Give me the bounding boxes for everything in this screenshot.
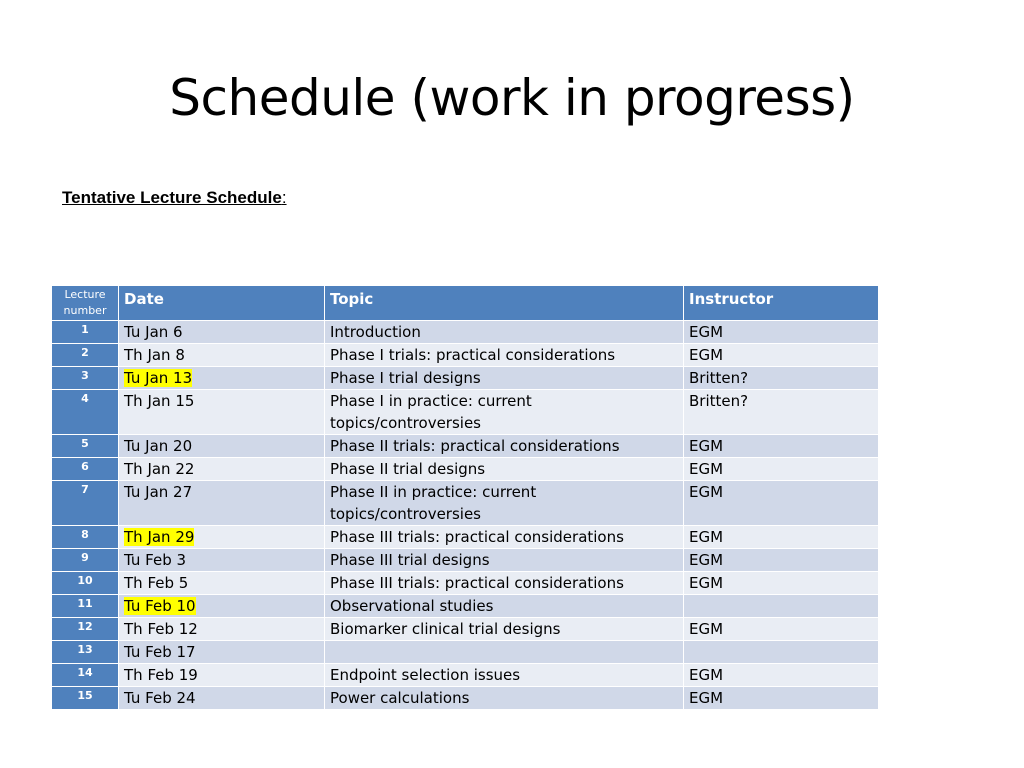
instructor-cell [684,641,879,664]
table-row [52,687,879,710]
date-cell [119,344,325,367]
instructor-cell: EGM [684,458,879,481]
table-row [52,664,879,687]
lecture-number-cell: 11 [52,595,119,618]
date-cell [119,549,325,572]
lecture-number-cell: 14 [52,664,119,687]
date-cell [119,618,325,641]
date-text: Tu Feb 10 [124,597,196,615]
topic-cell: Phase I trials: practical considerations [325,344,684,367]
date-cell [119,390,325,435]
instructor-cell: EGM [684,526,879,549]
date-cell [119,481,325,526]
topic-cell [325,641,684,664]
instructor-cell [684,595,879,618]
table-row [52,321,879,344]
instructor-cell: EGM [684,549,879,572]
lecture-number-cell: 7 [52,481,119,526]
lecture-number-cell: 4 [52,390,119,435]
table-row [52,344,879,367]
topic-cell: Phase I trial designs [325,367,684,390]
lecture-number-cell: 10 [52,572,119,595]
date-cell [119,367,325,390]
date-text: Th Jan 15 [124,392,195,410]
instructor-cell: EGM [684,572,879,595]
header-topic: Topic [325,286,684,321]
instructor-cell: Britten? [684,390,879,435]
instructor-cell: EGM [684,321,879,344]
table-row [52,458,879,481]
instructor-cell: EGM [684,481,879,526]
instructor-cell: Britten? [684,367,879,390]
instructor-cell: EGM [684,664,879,687]
date-text: Tu Feb 3 [124,551,187,569]
lecture-number-cell: 15 [52,687,119,710]
topic-cell: Biomarker clinical trial designs [325,618,684,641]
table-row [52,435,879,458]
date-cell [119,321,325,344]
date-cell [119,687,325,710]
date-text: Th Feb 19 [124,666,198,684]
date-text: Th Jan 8 [124,346,185,364]
table-row [52,595,879,618]
date-text: Th Jan 29 [124,528,195,546]
date-cell [119,572,325,595]
date-text: Tu Feb 24 [124,689,196,707]
topic-cell: Phase III trial designs [325,549,684,572]
lecture-number-cell: 3 [52,367,119,390]
date-text: Tu Jan 6 [124,323,183,341]
table-header-row [52,286,879,321]
date-cell [119,641,325,664]
topic-cell: Phase III trials: practical considerations [325,526,684,549]
table-row [52,572,879,595]
header-lecture-number: Lecture number [52,286,119,321]
table-row [52,641,879,664]
instructor-cell: EGM [684,687,879,710]
header-date: Date [119,286,325,321]
slide-title: Schedule (work in progress) [169,69,855,127]
date-cell [119,595,325,618]
topic-cell: Introduction [325,321,684,344]
lecture-number-cell: 9 [52,549,119,572]
lecture-number-cell: 13 [52,641,119,664]
table-row [52,549,879,572]
date-text: Tu Jan 13 [124,369,193,387]
topic-cell: Phase II trial designs [325,458,684,481]
topic-cell: Endpoint selection issues [325,664,684,687]
instructor-cell: EGM [684,344,879,367]
lecture-number-cell: 6 [52,458,119,481]
table-row [52,618,879,641]
topic-cell: Observational studies [325,595,684,618]
table-row [52,367,879,390]
date-text: Th Feb 12 [124,620,198,638]
header-instructor: Instructor [684,286,879,321]
topic-cell: Phase I in practice: current topics/controversies [325,390,684,435]
lecture-number-cell: 1 [52,321,119,344]
topic-cell: Power calculations [325,687,684,710]
date-cell [119,458,325,481]
date-text: Tu Feb 17 [124,643,196,661]
lecture-schedule-table [51,285,879,710]
table-row [52,526,879,549]
date-text: Th Jan 22 [124,460,195,478]
lecture-number-cell: 8 [52,526,119,549]
lecture-number-cell: 5 [52,435,119,458]
topic-cell: Phase II trials: practical considerations [325,435,684,458]
lecture-number-cell: 2 [52,344,119,367]
topic-cell: Phase III trials: practical considerations [325,572,684,595]
date-text: Th Feb 5 [124,574,189,592]
date-text: Tu Jan 27 [124,483,193,501]
topic-cell: Phase II in practice: current topics/controversies [325,481,684,526]
schedule-subtitle-text: Tentative Lecture Schedule [62,188,282,207]
date-cell [119,526,325,549]
table-row [52,481,879,526]
date-cell [119,435,325,458]
schedule-subtitle-colon: : [281,188,287,207]
instructor-cell: EGM [684,435,879,458]
table-row [52,390,879,435]
date-cell [119,664,325,687]
date-text: Tu Jan 20 [124,437,193,455]
instructor-cell: EGM [684,618,879,641]
lecture-number-cell: 12 [52,618,119,641]
schedule-subtitle [62,188,287,208]
